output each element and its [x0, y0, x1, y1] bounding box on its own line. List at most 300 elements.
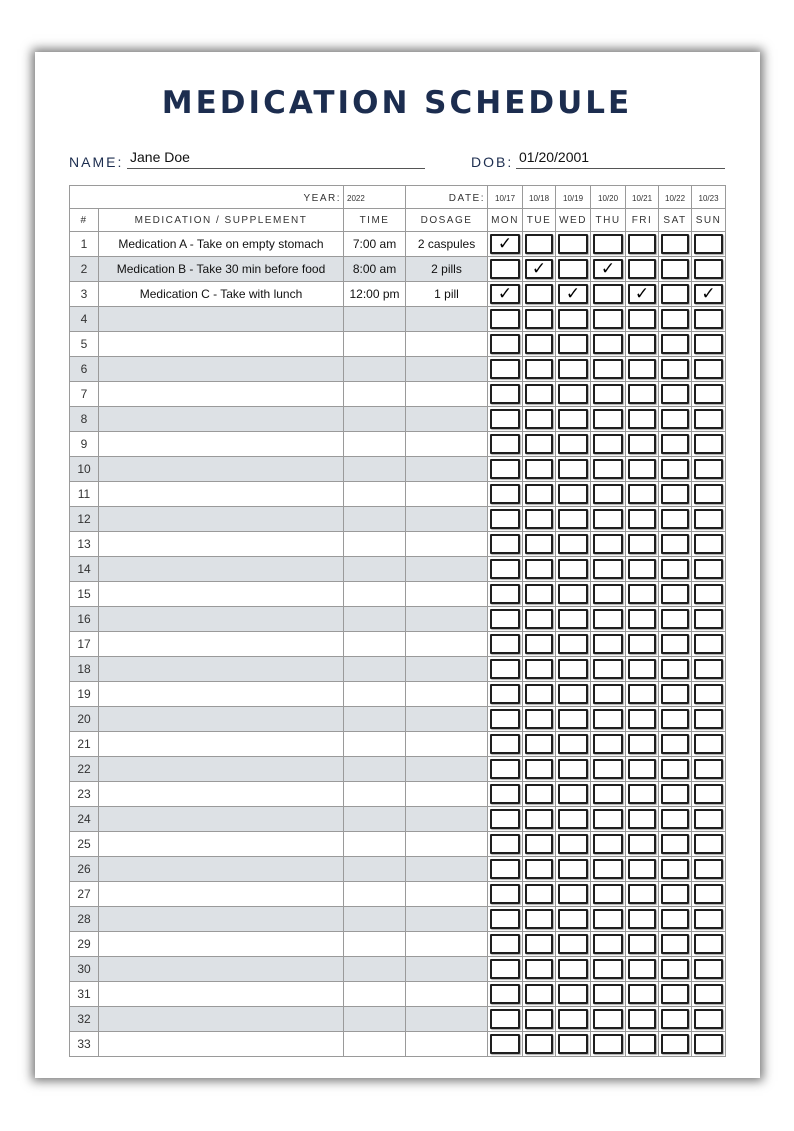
- day-checkbox[interactable]: [593, 309, 623, 329]
- day-checkbox[interactable]: [558, 659, 588, 679]
- day-checkbox[interactable]: [593, 459, 623, 479]
- day-checkbox[interactable]: [490, 884, 520, 904]
- time-cell[interactable]: [344, 357, 406, 382]
- day-checkbox[interactable]: [593, 334, 623, 354]
- day-checkbox[interactable]: [661, 859, 689, 879]
- day-checkbox[interactable]: [490, 384, 520, 404]
- dosage-cell[interactable]: [406, 607, 488, 632]
- day-checkbox[interactable]: [593, 634, 623, 654]
- day-checkbox[interactable]: [628, 784, 656, 804]
- time-cell[interactable]: [344, 1007, 406, 1032]
- day-checkbox[interactable]: [694, 859, 723, 879]
- dosage-cell[interactable]: [406, 682, 488, 707]
- day-checkbox[interactable]: [628, 834, 656, 854]
- medication-cell[interactable]: Medication C - Take with lunch: [99, 282, 344, 307]
- day-checkbox[interactable]: [593, 284, 623, 304]
- dosage-cell[interactable]: 2 caspules: [406, 232, 488, 257]
- day-checkbox[interactable]: [490, 584, 520, 604]
- time-cell[interactable]: [344, 857, 406, 882]
- medication-cell[interactable]: [99, 432, 344, 457]
- day-checkbox[interactable]: [628, 1034, 656, 1054]
- day-checkbox[interactable]: [628, 759, 656, 779]
- day-checkbox[interactable]: [525, 634, 553, 654]
- day-checkbox[interactable]: [628, 659, 656, 679]
- time-cell[interactable]: [344, 707, 406, 732]
- day-checkbox[interactable]: [558, 684, 588, 704]
- date-cell[interactable]: [591, 186, 626, 209]
- dosage-cell[interactable]: [406, 832, 488, 857]
- day-checkbox[interactable]: [661, 934, 689, 954]
- day-checkbox[interactable]: [525, 334, 553, 354]
- day-checkbox[interactable]: [490, 334, 520, 354]
- day-checkbox[interactable]: [558, 1009, 588, 1029]
- day-checkbox[interactable]: [558, 759, 588, 779]
- day-checkbox[interactable]: [661, 584, 689, 604]
- dosage-cell[interactable]: [406, 582, 488, 607]
- dosage-cell[interactable]: [406, 882, 488, 907]
- day-checkbox[interactable]: [661, 234, 689, 254]
- day-checkbox[interactable]: [694, 434, 723, 454]
- medication-cell[interactable]: [99, 982, 344, 1007]
- day-checkbox[interactable]: [593, 384, 623, 404]
- day-checkbox[interactable]: [661, 634, 689, 654]
- day-checkbox[interactable]: [490, 659, 520, 679]
- day-checkbox[interactable]: [525, 884, 553, 904]
- day-checkbox[interactable]: [525, 284, 553, 304]
- day-checkbox[interactable]: [593, 659, 623, 679]
- time-cell[interactable]: 12:00 pm: [344, 282, 406, 307]
- day-checkbox[interactable]: [661, 734, 689, 754]
- dosage-cell[interactable]: [406, 507, 488, 532]
- day-checkbox[interactable]: [558, 384, 588, 404]
- day-checkbox[interactable]: [593, 484, 623, 504]
- day-checkbox[interactable]: [490, 259, 520, 279]
- dosage-cell[interactable]: [406, 907, 488, 932]
- day-checkbox[interactable]: [593, 934, 623, 954]
- dosage-cell[interactable]: [406, 1032, 488, 1057]
- day-checkbox[interactable]: [661, 334, 689, 354]
- day-checkbox[interactable]: [628, 509, 656, 529]
- day-checkbox[interactable]: [490, 359, 520, 379]
- day-checkbox[interactable]: [694, 409, 723, 429]
- day-checkbox[interactable]: [490, 409, 520, 429]
- day-checkbox[interactable]: [525, 659, 553, 679]
- day-checkbox[interactable]: [558, 834, 588, 854]
- day-checkbox[interactable]: [694, 709, 723, 729]
- day-checkbox[interactable]: [593, 959, 623, 979]
- day-checkbox[interactable]: [694, 384, 723, 404]
- day-checkbox[interactable]: [558, 859, 588, 879]
- day-checkbox[interactable]: [525, 709, 553, 729]
- day-checkbox[interactable]: [694, 459, 723, 479]
- date-cell[interactable]: [556, 186, 591, 209]
- medication-cell[interactable]: [99, 457, 344, 482]
- medication-cell[interactable]: [99, 707, 344, 732]
- time-cell[interactable]: [344, 957, 406, 982]
- day-checkbox[interactable]: [490, 1009, 520, 1029]
- medication-cell[interactable]: [99, 532, 344, 557]
- day-checkbox[interactable]: [628, 709, 656, 729]
- time-cell[interactable]: [344, 407, 406, 432]
- day-checkbox[interactable]: [558, 234, 588, 254]
- time-cell[interactable]: [344, 832, 406, 857]
- day-checkbox[interactable]: [490, 234, 520, 254]
- day-checkbox[interactable]: [694, 334, 723, 354]
- day-checkbox[interactable]: [558, 934, 588, 954]
- day-checkbox[interactable]: [593, 684, 623, 704]
- day-checkbox[interactable]: [661, 509, 689, 529]
- day-checkbox[interactable]: [628, 409, 656, 429]
- day-checkbox[interactable]: [525, 309, 553, 329]
- day-checkbox[interactable]: [661, 259, 689, 279]
- time-cell[interactable]: [344, 982, 406, 1007]
- day-checkbox[interactable]: [661, 559, 689, 579]
- day-checkbox[interactable]: [628, 884, 656, 904]
- day-checkbox[interactable]: [558, 484, 588, 504]
- day-checkbox[interactable]: [525, 534, 553, 554]
- day-checkbox[interactable]: [694, 609, 723, 629]
- day-checkbox[interactable]: [593, 884, 623, 904]
- day-checkbox[interactable]: [525, 909, 553, 929]
- dosage-cell[interactable]: [406, 857, 488, 882]
- day-checkbox[interactable]: [694, 309, 723, 329]
- day-checkbox[interactable]: [661, 1009, 689, 1029]
- day-checkbox[interactable]: [490, 309, 520, 329]
- day-checkbox[interactable]: [558, 434, 588, 454]
- dosage-cell[interactable]: [406, 482, 488, 507]
- day-checkbox[interactable]: [525, 959, 553, 979]
- day-checkbox[interactable]: [490, 1034, 520, 1054]
- day-checkbox[interactable]: [525, 809, 553, 829]
- day-checkbox[interactable]: [525, 559, 553, 579]
- dosage-cell[interactable]: [406, 957, 488, 982]
- day-checkbox[interactable]: [694, 834, 723, 854]
- day-checkbox[interactable]: [694, 634, 723, 654]
- day-checkbox[interactable]: [525, 859, 553, 879]
- day-checkbox[interactable]: [628, 934, 656, 954]
- day-checkbox[interactable]: [490, 609, 520, 629]
- day-checkbox[interactable]: [593, 784, 623, 804]
- day-checkbox[interactable]: [628, 984, 656, 1004]
- day-checkbox[interactable]: [661, 309, 689, 329]
- day-checkbox[interactable]: [661, 984, 689, 1004]
- day-checkbox[interactable]: [525, 609, 553, 629]
- day-checkbox[interactable]: [628, 359, 656, 379]
- day-checkbox[interactable]: [490, 509, 520, 529]
- day-checkbox[interactable]: [490, 459, 520, 479]
- time-cell[interactable]: [344, 632, 406, 657]
- time-cell[interactable]: [344, 807, 406, 832]
- day-checkbox[interactable]: [525, 759, 553, 779]
- day-checkbox[interactable]: [661, 384, 689, 404]
- day-checkbox[interactable]: [628, 309, 656, 329]
- day-checkbox[interactable]: [490, 734, 520, 754]
- day-checkbox[interactable]: [558, 284, 588, 304]
- day-checkbox[interactable]: [558, 734, 588, 754]
- day-checkbox[interactable]: [525, 359, 553, 379]
- date-cell[interactable]: [659, 186, 692, 209]
- medication-cell[interactable]: [99, 307, 344, 332]
- day-checkbox[interactable]: [694, 1009, 723, 1029]
- day-checkbox[interactable]: [593, 709, 623, 729]
- day-checkbox[interactable]: [628, 959, 656, 979]
- dosage-cell[interactable]: [406, 782, 488, 807]
- time-cell[interactable]: [344, 507, 406, 532]
- time-cell[interactable]: [344, 682, 406, 707]
- day-checkbox[interactable]: [593, 734, 623, 754]
- day-checkbox[interactable]: [628, 334, 656, 354]
- day-checkbox[interactable]: [558, 334, 588, 354]
- time-cell[interactable]: [344, 532, 406, 557]
- day-checkbox[interactable]: [694, 509, 723, 529]
- day-checkbox[interactable]: [628, 484, 656, 504]
- medication-cell[interactable]: [99, 657, 344, 682]
- day-checkbox[interactable]: [558, 709, 588, 729]
- day-checkbox[interactable]: [593, 584, 623, 604]
- day-checkbox[interactable]: [593, 909, 623, 929]
- day-checkbox[interactable]: [525, 1009, 553, 1029]
- day-checkbox[interactable]: [694, 1034, 723, 1054]
- day-checkbox[interactable]: [593, 509, 623, 529]
- dosage-cell[interactable]: [406, 1007, 488, 1032]
- medication-cell[interactable]: [99, 607, 344, 632]
- day-checkbox[interactable]: [490, 984, 520, 1004]
- day-checkbox[interactable]: [694, 959, 723, 979]
- day-checkbox[interactable]: [694, 809, 723, 829]
- day-checkbox[interactable]: [490, 534, 520, 554]
- day-checkbox[interactable]: [593, 759, 623, 779]
- day-checkbox[interactable]: [558, 634, 588, 654]
- day-checkbox[interactable]: [661, 459, 689, 479]
- dosage-cell[interactable]: [406, 657, 488, 682]
- medication-cell[interactable]: [99, 507, 344, 532]
- dosage-cell[interactable]: [406, 932, 488, 957]
- day-checkbox[interactable]: [661, 684, 689, 704]
- dosage-cell[interactable]: [406, 982, 488, 1007]
- dosage-cell[interactable]: [406, 457, 488, 482]
- day-checkbox[interactable]: [628, 234, 656, 254]
- medication-cell[interactable]: [99, 557, 344, 582]
- day-checkbox[interactable]: [558, 584, 588, 604]
- day-checkbox[interactable]: [593, 859, 623, 879]
- year-value-cell[interactable]: [344, 186, 406, 209]
- dosage-cell[interactable]: [406, 632, 488, 657]
- day-checkbox[interactable]: [525, 234, 553, 254]
- medication-cell[interactable]: [99, 482, 344, 507]
- day-checkbox[interactable]: [661, 1034, 689, 1054]
- day-checkbox[interactable]: [525, 984, 553, 1004]
- medication-cell[interactable]: [99, 807, 344, 832]
- day-checkbox[interactable]: [558, 784, 588, 804]
- day-checkbox[interactable]: [490, 809, 520, 829]
- day-checkbox[interactable]: [490, 559, 520, 579]
- day-checkbox[interactable]: [661, 484, 689, 504]
- day-checkbox[interactable]: [694, 784, 723, 804]
- dosage-cell[interactable]: [406, 732, 488, 757]
- medication-cell[interactable]: [99, 407, 344, 432]
- day-checkbox[interactable]: [694, 984, 723, 1004]
- day-checkbox[interactable]: [490, 434, 520, 454]
- day-checkbox[interactable]: [593, 434, 623, 454]
- dosage-cell[interactable]: [406, 407, 488, 432]
- date-cell[interactable]: [692, 186, 726, 209]
- medication-cell[interactable]: [99, 582, 344, 607]
- day-checkbox[interactable]: [490, 684, 520, 704]
- day-checkbox[interactable]: [661, 784, 689, 804]
- day-checkbox[interactable]: [593, 559, 623, 579]
- day-checkbox[interactable]: [558, 609, 588, 629]
- time-cell[interactable]: 8:00 am: [344, 257, 406, 282]
- day-checkbox[interactable]: [593, 984, 623, 1004]
- day-checkbox[interactable]: [628, 809, 656, 829]
- day-checkbox[interactable]: [628, 684, 656, 704]
- day-checkbox[interactable]: [593, 359, 623, 379]
- day-checkbox[interactable]: [593, 259, 623, 279]
- dosage-cell[interactable]: [406, 307, 488, 332]
- day-checkbox[interactable]: [490, 484, 520, 504]
- day-checkbox[interactable]: [694, 559, 723, 579]
- day-checkbox[interactable]: [628, 859, 656, 879]
- day-checkbox[interactable]: [525, 384, 553, 404]
- day-checkbox[interactable]: [661, 884, 689, 904]
- day-checkbox[interactable]: [694, 259, 723, 279]
- day-checkbox[interactable]: [525, 934, 553, 954]
- day-checkbox[interactable]: [694, 734, 723, 754]
- dosage-cell[interactable]: [406, 357, 488, 382]
- day-checkbox[interactable]: [694, 484, 723, 504]
- day-checkbox[interactable]: [525, 684, 553, 704]
- day-checkbox[interactable]: [661, 359, 689, 379]
- time-cell[interactable]: [344, 657, 406, 682]
- day-checkbox[interactable]: [525, 734, 553, 754]
- day-checkbox[interactable]: [490, 859, 520, 879]
- dosage-cell[interactable]: 2 pills: [406, 257, 488, 282]
- day-checkbox[interactable]: [694, 934, 723, 954]
- dosage-cell[interactable]: [406, 757, 488, 782]
- day-checkbox[interactable]: [525, 784, 553, 804]
- time-cell[interactable]: [344, 432, 406, 457]
- time-cell[interactable]: [344, 782, 406, 807]
- day-checkbox[interactable]: [525, 434, 553, 454]
- date-cell[interactable]: [488, 186, 523, 209]
- day-checkbox[interactable]: [661, 284, 689, 304]
- day-checkbox[interactable]: [490, 934, 520, 954]
- day-checkbox[interactable]: [525, 409, 553, 429]
- day-checkbox[interactable]: [558, 259, 588, 279]
- day-checkbox[interactable]: [525, 459, 553, 479]
- day-checkbox[interactable]: [558, 409, 588, 429]
- medication-cell[interactable]: [99, 382, 344, 407]
- day-checkbox[interactable]: [661, 909, 689, 929]
- day-checkbox[interactable]: [558, 959, 588, 979]
- day-checkbox[interactable]: [525, 1034, 553, 1054]
- day-checkbox[interactable]: [628, 734, 656, 754]
- time-cell[interactable]: [344, 482, 406, 507]
- day-checkbox[interactable]: [628, 259, 656, 279]
- medication-cell[interactable]: Medication A - Take on empty stomach: [99, 232, 344, 257]
- time-cell[interactable]: [344, 382, 406, 407]
- day-checkbox[interactable]: [490, 834, 520, 854]
- day-checkbox[interactable]: [661, 834, 689, 854]
- day-checkbox[interactable]: [593, 534, 623, 554]
- day-checkbox[interactable]: [490, 634, 520, 654]
- day-checkbox[interactable]: [490, 909, 520, 929]
- day-checkbox[interactable]: [694, 234, 723, 254]
- day-checkbox[interactable]: [661, 759, 689, 779]
- day-checkbox[interactable]: [593, 834, 623, 854]
- medication-cell[interactable]: [99, 682, 344, 707]
- day-checkbox[interactable]: [525, 584, 553, 604]
- date-cell[interactable]: [626, 186, 659, 209]
- medication-cell[interactable]: [99, 857, 344, 882]
- time-cell[interactable]: [344, 732, 406, 757]
- day-checkbox[interactable]: [558, 909, 588, 929]
- day-checkbox[interactable]: [593, 1034, 623, 1054]
- day-checkbox[interactable]: [558, 809, 588, 829]
- day-checkbox[interactable]: [558, 884, 588, 904]
- day-checkbox[interactable]: [661, 709, 689, 729]
- dosage-cell[interactable]: [406, 532, 488, 557]
- day-checkbox[interactable]: [628, 584, 656, 604]
- day-checkbox[interactable]: [558, 459, 588, 479]
- day-checkbox[interactable]: [593, 234, 623, 254]
- medication-cell[interactable]: [99, 782, 344, 807]
- time-cell[interactable]: [344, 757, 406, 782]
- medication-cell[interactable]: [99, 357, 344, 382]
- day-checkbox[interactable]: [694, 884, 723, 904]
- day-checkbox[interactable]: [558, 984, 588, 1004]
- day-checkbox[interactable]: [661, 809, 689, 829]
- day-checkbox[interactable]: [558, 359, 588, 379]
- day-checkbox[interactable]: [694, 534, 723, 554]
- day-checkbox[interactable]: [628, 434, 656, 454]
- time-cell[interactable]: [344, 557, 406, 582]
- date-cell[interactable]: [523, 186, 556, 209]
- medication-cell[interactable]: [99, 1007, 344, 1032]
- day-checkbox[interactable]: [593, 1009, 623, 1029]
- day-checkbox[interactable]: [628, 609, 656, 629]
- medication-cell[interactable]: [99, 832, 344, 857]
- day-checkbox[interactable]: [694, 759, 723, 779]
- day-checkbox[interactable]: [490, 709, 520, 729]
- day-checkbox[interactable]: [558, 509, 588, 529]
- day-checkbox[interactable]: [628, 559, 656, 579]
- day-checkbox[interactable]: [694, 284, 723, 304]
- day-checkbox[interactable]: [490, 284, 520, 304]
- medication-cell[interactable]: [99, 332, 344, 357]
- day-checkbox[interactable]: [694, 684, 723, 704]
- time-cell[interactable]: [344, 582, 406, 607]
- day-checkbox[interactable]: [694, 584, 723, 604]
- day-checkbox[interactable]: [490, 784, 520, 804]
- time-cell[interactable]: [344, 457, 406, 482]
- day-checkbox[interactable]: [525, 484, 553, 504]
- medication-cell[interactable]: [99, 1032, 344, 1057]
- medication-cell[interactable]: [99, 932, 344, 957]
- day-checkbox[interactable]: [558, 559, 588, 579]
- dosage-cell[interactable]: [406, 707, 488, 732]
- time-cell[interactable]: [344, 932, 406, 957]
- medication-cell[interactable]: [99, 882, 344, 907]
- day-checkbox[interactable]: [628, 534, 656, 554]
- day-checkbox[interactable]: [694, 659, 723, 679]
- day-checkbox[interactable]: [694, 909, 723, 929]
- time-cell[interactable]: [344, 607, 406, 632]
- medication-cell[interactable]: [99, 632, 344, 657]
- day-checkbox[interactable]: [525, 259, 553, 279]
- day-checkbox[interactable]: [661, 409, 689, 429]
- dosage-cell[interactable]: [406, 332, 488, 357]
